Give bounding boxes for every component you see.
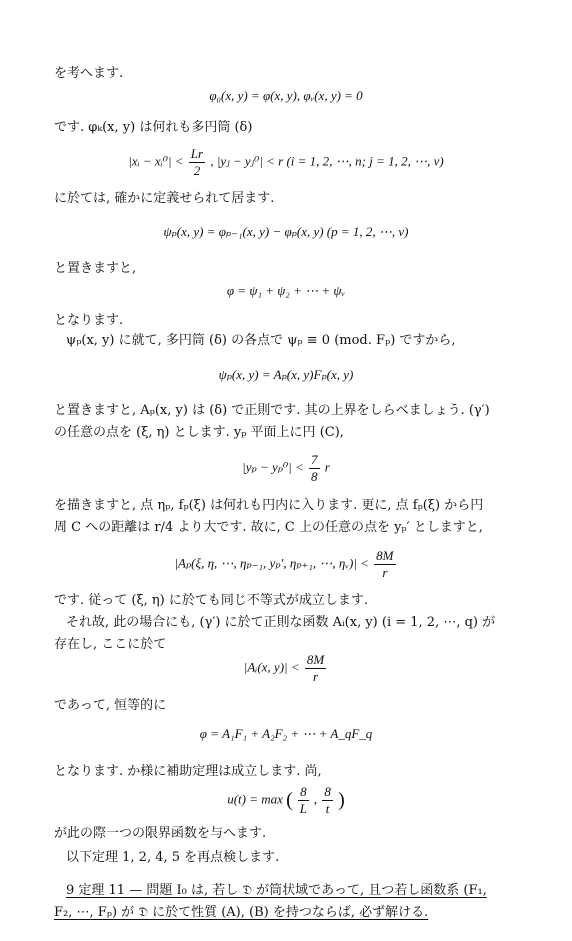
eq-part: |Aₚ(ξ, η, ⋯, ηₚ₋₁, yₚ′, ηₚ₊₁, ⋯, ηᵥ)| < — [174, 555, 369, 571]
text-line: の任意の点を (ξ, η) とします. yₚ 平面上に円 (C), — [54, 425, 344, 440]
theorem-line: 9 定理 11 — 問題 I₀ は, 若し 𝔇 が筒状域であって, 且つ若し函数系 (F₁, — [66, 883, 487, 898]
fraction — [322, 784, 333, 817]
fraction-numerator: 8M — [306, 652, 325, 667]
paren-right: ) — [338, 789, 345, 811]
text-line: が此の際一つの限界函数を与へます. — [54, 826, 267, 841]
text-line: です. φₖ(x, y) は何れも多円筒 (δ) — [54, 120, 253, 135]
eq-part: |Aᵢ(x, y)| < — [243, 659, 300, 675]
fraction-numerator: 8M — [376, 548, 394, 563]
text-line: 以下定理 1, 2, 4, 5 を再点検します. — [66, 850, 280, 865]
text-line: を描きますと, 点 ηₚ, fₚ(ξ) は何れも円内に入ります. 更に, 点 fₚ(ξ) から円 — [54, 498, 484, 513]
fraction — [309, 452, 320, 485]
text-line: です. 従って (ξ, η) に於ても同じ不等式が成立します. — [54, 593, 369, 608]
fraction-numerator: Lr — [190, 146, 204, 161]
equation: φ = A₁F₁ + A₂F₂ + ⋯ + A_qF_q — [199, 726, 373, 741]
eq-part: r — [324, 459, 330, 475]
equation: ψₚ(x, y) = Aₚ(x, y)Fₚ(x, y) — [218, 367, 354, 382]
fraction-denominator: r — [382, 565, 388, 580]
text-line: ψₚ(x, y) に就て, 多円筒 (δ) の各点で ψₚ ≡ 0 (mod. Fₚ) ですから, — [66, 333, 456, 348]
eq-part: |xᵢ − xᵢ⁰| < — [128, 153, 184, 169]
text-line: 存在し, ここに於て — [54, 637, 167, 652]
text-line: 周 C への距離は r/4 より大です. 故に, C 上の任意の点を yₚ′ としますと, — [54, 520, 483, 535]
equation-inequality — [0, 548, 572, 581]
text-line: となります. — [54, 313, 124, 328]
fraction-denominator: L — [299, 801, 307, 816]
fraction — [305, 652, 326, 685]
text-line: であって, 恒等的に — [54, 698, 167, 713]
text-line: を考へます. — [54, 66, 124, 81]
equation-inequality — [0, 146, 572, 179]
text-line: となります. か様に補助定理は成立します. 尚, — [54, 764, 322, 779]
fraction — [298, 784, 309, 817]
theorem-line: F₂, ⋯, Fₚ) が 𝔇 に於て性質 (A), (B) を持つならば, 必ず解ける. — [54, 905, 429, 920]
fraction — [374, 548, 395, 581]
equation-max — [0, 784, 572, 817]
text-line: に於ては, 確かに定義せられて居ます. — [54, 191, 275, 206]
equation-inequality — [0, 452, 572, 485]
equation-inequality — [0, 652, 572, 685]
equation: ψₚ(x, y) = φₚ₋₁(x, y) − φₚ(x, y) (p = 1, 2, ⋯, ν) — [163, 224, 409, 239]
equation: φ = ψ₁ + ψ₂ + ⋯ + ψᵥ — [226, 283, 346, 298]
eq-part: u(t) = max — [227, 791, 283, 807]
fraction-numerator: 8 — [324, 784, 331, 799]
fraction-denominator: 2 — [193, 163, 201, 178]
text-line: それ故, 此の場合にも, (γ′) に於て正則な函数 Aᵢ(x, y) (i = 1, 2, ⋯, q) が — [66, 615, 496, 630]
text-line: と置きますと, — [54, 261, 137, 276]
eq-part: , |yⱼ − yⱼ⁰| < r (i = 1, 2, ⋯, n; j = 1, 2, ⋯, ν) — [210, 153, 444, 169]
fraction — [189, 146, 205, 179]
equation: φ₀(x, y) = φ(x, y), φᵥ(x, y) = 0 — [209, 88, 363, 103]
fraction-denominator: t — [325, 801, 330, 816]
fraction-numerator: 7 — [311, 452, 318, 467]
fraction-numerator: 8 — [300, 784, 307, 799]
text-line: と置きますと, Aₚ(x, y) は (δ) で正則です. 其の上界をしらべましょう. (γ′) — [54, 403, 490, 418]
comma: , — [313, 791, 318, 807]
eq-part: |yₚ − yₚ⁰| < — [242, 459, 304, 475]
fraction-denominator: r — [313, 669, 319, 684]
fraction-denominator: 8 — [311, 469, 318, 484]
paren-left: ( — [286, 789, 293, 811]
